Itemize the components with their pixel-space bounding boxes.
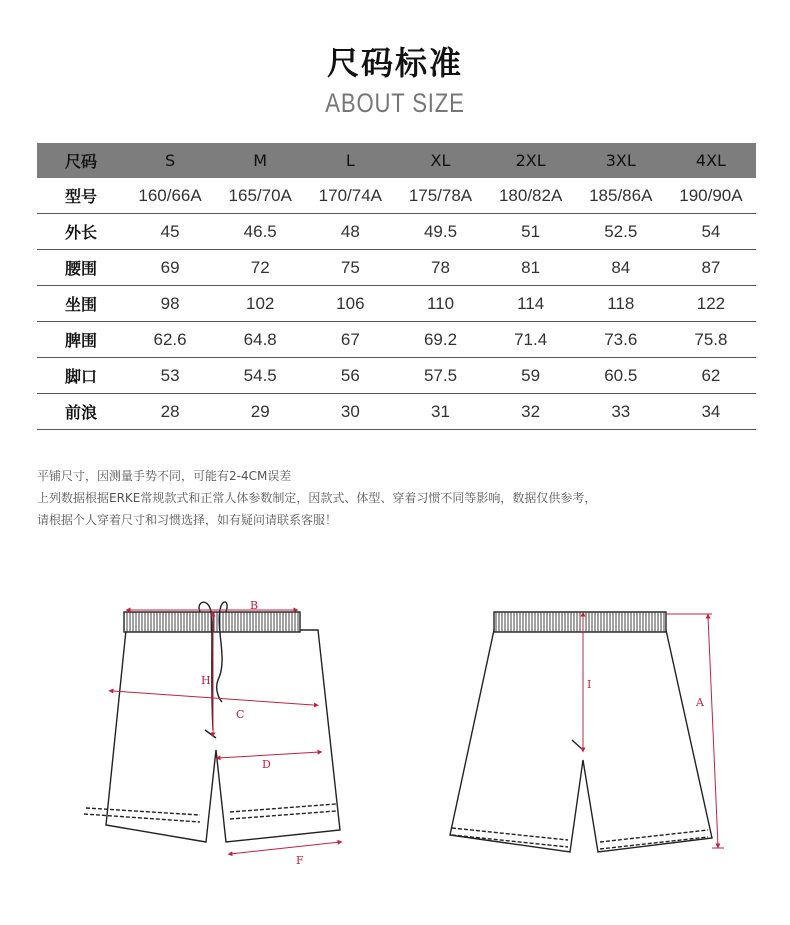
table-cell: 29 — [215, 394, 305, 430]
table-cell: 46.5 — [215, 214, 305, 250]
table-cell: 69 — [125, 250, 215, 286]
shorts-measurement-diagram — [0, 590, 790, 880]
header-cell: S — [125, 143, 215, 178]
table-cell: 73.6 — [576, 322, 666, 358]
table-cell: 53 — [125, 358, 215, 394]
table-cell: 102 — [215, 286, 305, 322]
page-title: 尺码标准 — [326, 44, 463, 82]
size-table — [37, 143, 756, 430]
table-cell: 31 — [395, 394, 485, 430]
front-shorts-drawing — [84, 602, 340, 842]
size-table-header-row — [37, 143, 756, 178]
label-h: H — [201, 674, 211, 687]
table-cell: 62.6 — [125, 322, 215, 358]
back-shorts-drawing — [450, 612, 712, 852]
table-cell: 45 — [125, 214, 215, 250]
table-cell: 175/78A — [395, 178, 485, 214]
table-cell: 30 — [305, 394, 395, 430]
label-d: D — [262, 758, 271, 771]
page-subtitle: ABOUT SIZE — [325, 88, 465, 118]
row-header-cell: 外长 — [37, 214, 125, 250]
table-cell: 72 — [215, 250, 305, 286]
table-cell: 52.5 — [576, 214, 666, 250]
table-cell: 54 — [666, 214, 756, 250]
size-table-body — [37, 178, 756, 430]
table-cell: 28 — [125, 394, 215, 430]
table-cell: 67 — [305, 322, 395, 358]
note-line: 请根据个人穿着尺寸和习惯选择，如有疑问请联系客服！ — [37, 513, 338, 527]
table-cell: 56 — [305, 358, 395, 394]
table-cell: 71.4 — [486, 322, 576, 358]
table-cell: 33 — [576, 394, 666, 430]
table-cell: 54.5 — [215, 358, 305, 394]
table-cell: 118 — [576, 286, 666, 322]
table-cell: 81 — [486, 250, 576, 286]
row-header-cell: 坐围 — [37, 286, 125, 322]
note-line: 平铺尺寸，因测量手势不同，可能有2-4CM误差 — [37, 469, 292, 483]
table-cell: 62 — [666, 358, 756, 394]
table-cell: 69.2 — [395, 322, 485, 358]
table-cell: 106 — [305, 286, 395, 322]
row-header-cell: 前浪 — [37, 394, 125, 430]
table-cell: 59 — [486, 358, 576, 394]
table-cell: 34 — [666, 394, 756, 430]
label-i: I — [587, 678, 592, 691]
table-cell: 180/82A — [486, 178, 576, 214]
table-cell: 170/74A — [305, 178, 395, 214]
table-row — [37, 286, 756, 322]
size-notes — [37, 465, 757, 531]
table-cell: 122 — [666, 286, 756, 322]
header-cell: 3XL — [576, 143, 666, 178]
table-cell: 190/90A — [666, 178, 756, 214]
table-row — [37, 178, 756, 214]
table-row — [37, 250, 756, 286]
label-f: F — [296, 854, 304, 867]
table-row — [37, 358, 756, 394]
table-cell: 49.5 — [395, 214, 485, 250]
table-cell: 185/86A — [576, 178, 666, 214]
note-line: 上列数据根据ERKE常规款式和正常人体参数制定，因款式、体型、穿着习惯不同等影响，数据仅供参考， — [37, 491, 597, 505]
row-header-cell: 脚口 — [37, 358, 125, 394]
table-cell: 57.5 — [395, 358, 485, 394]
table-cell: 48 — [305, 214, 395, 250]
header-cell: 2XL — [486, 143, 576, 178]
table-cell: 114 — [486, 286, 576, 322]
header-cell: L — [305, 143, 395, 178]
label-a: A — [696, 696, 704, 709]
table-cell: 32 — [486, 394, 576, 430]
table-cell: 87 — [666, 250, 756, 286]
table-cell: 75 — [305, 250, 395, 286]
table-cell: 98 — [125, 286, 215, 322]
label-b: B — [250, 599, 259, 612]
table-cell: 84 — [576, 250, 666, 286]
label-c: C — [236, 708, 245, 721]
header-cell: 4XL — [666, 143, 756, 178]
table-row — [37, 394, 756, 430]
table-cell: 60.5 — [576, 358, 666, 394]
row-header-cell: 脾围 — [37, 322, 125, 358]
table-row — [37, 322, 756, 358]
table-cell: 78 — [395, 250, 485, 286]
table-cell: 160/66A — [125, 178, 215, 214]
table-cell: 51 — [486, 214, 576, 250]
header-cell: 尺码 — [37, 143, 125, 178]
header-cell: XL — [395, 143, 485, 178]
table-cell: 165/70A — [215, 178, 305, 214]
table-cell: 64.8 — [215, 322, 305, 358]
header-cell: M — [215, 143, 305, 178]
row-header-cell: 腰围 — [37, 250, 125, 286]
row-header-cell: 型号 — [37, 178, 125, 214]
table-cell: 110 — [395, 286, 485, 322]
table-cell: 75.8 — [666, 322, 756, 358]
table-row — [37, 214, 756, 250]
